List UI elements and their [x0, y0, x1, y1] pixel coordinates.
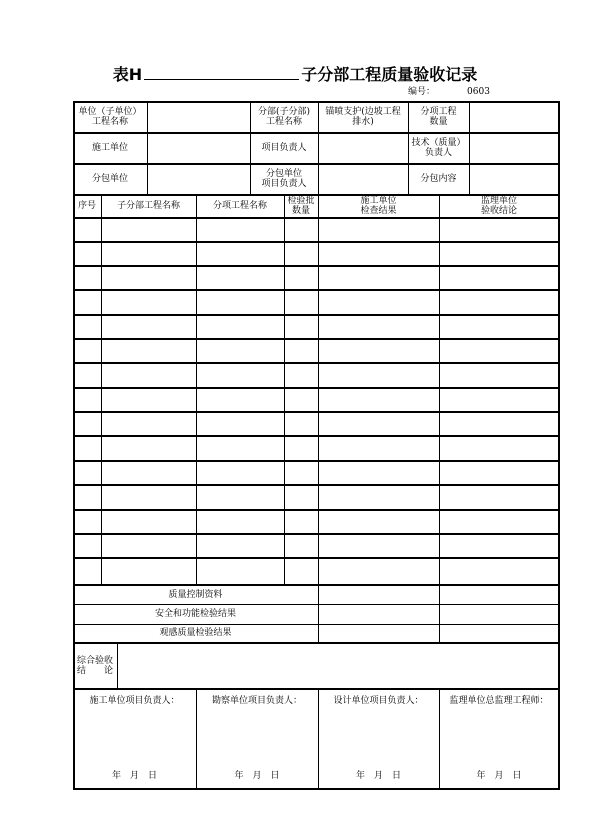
supervision-sign-label: 监理单位总监理工程师： [449, 696, 549, 706]
conclusion-label: 综合验收 结 论 [76, 655, 113, 676]
row-line [73, 557, 559, 559]
subcontract-leader-label: 分包单位 项目负责人 [261, 168, 307, 189]
info-vline-5 [469, 101, 470, 194]
summary-vline-2 [439, 585, 440, 642]
row-line [73, 460, 559, 462]
construction-sign-label: 施工单位项目负责人： [89, 696, 180, 706]
supervision-sign-date: 年 月 日 [476, 771, 522, 781]
col-line-5 [439, 194, 440, 585]
col-line-4 [318, 194, 319, 585]
row-line [73, 265, 559, 267]
title-blank-line[interactable] [144, 65, 299, 80]
design-sign-date: 年 月 日 [355, 771, 401, 781]
subcontract-unit-label: 分包单位 [91, 173, 128, 184]
code-label: 编号： [408, 87, 436, 97]
unit-name-label: 单位（子单位） 工程名称 [78, 106, 142, 127]
construction-unit-label: 施工单位 [91, 142, 128, 153]
appearance-check-label: 观感质量检验结果 [159, 628, 232, 638]
border-bottom [73, 788, 559, 790]
row-line [73, 314, 559, 316]
safety-check-label: 安全和功能检验结果 [154, 609, 236, 619]
row-line [73, 387, 559, 389]
col-header-batch: 检验批 数量 [287, 195, 315, 216]
row-line [73, 509, 559, 511]
col-header-check-result: 施工单位 检查结果 [360, 195, 397, 216]
acceptance-form [73, 101, 558, 789]
form-title [0, 62, 590, 85]
quality-docs-label: 质量控制资料 [168, 589, 223, 600]
construction-sign-date: 年 月 日 [111, 771, 157, 781]
conclusion-vline [117, 643, 118, 688]
summary-line-3 [73, 642, 559, 644]
col-line-1 [101, 194, 102, 585]
subcontract-content-label: 分包内容 [420, 173, 457, 184]
col-header-seq: 序号 [77, 200, 96, 211]
row-line [73, 411, 559, 413]
title-prefix: 表H [112, 65, 143, 84]
header-line [73, 217, 559, 219]
col-header-sub-division: 子分部工程名称 [116, 200, 180, 211]
col-header-supervision: 监理单位 验收结论 [480, 195, 517, 216]
col-header-sub-item: 分项工程名称 [212, 200, 267, 211]
project-leader-label: 项目负责人 [261, 142, 307, 153]
sub-item-count-label: 分项工程 数量 [420, 106, 457, 127]
row-line [73, 435, 559, 437]
row-line [73, 289, 559, 291]
division-name-value: 锚喷支护(边坡工程 排水) [325, 106, 401, 127]
col-line-2 [196, 194, 197, 585]
title-suffix: 子分部工程质量验收记录 [301, 65, 478, 84]
survey-sign-date: 年 月 日 [234, 771, 280, 781]
division-name-label: 分部(子分部) 工程名称 [257, 106, 311, 127]
survey-sign-label: 勘察单位项目负责人： [211, 696, 302, 706]
row-line [73, 362, 559, 364]
summary-vline-1 [318, 585, 319, 642]
row-line [73, 533, 559, 535]
form-code [408, 84, 490, 97]
info-vline-1 [147, 101, 148, 194]
conclusion-line [73, 688, 559, 690]
row-line [73, 241, 559, 243]
row-line [73, 338, 559, 340]
row-line [73, 484, 559, 486]
design-sign-label: 设计单位项目负责人： [333, 696, 424, 706]
tech-leader-label: 技术（质量） 负责人 [411, 137, 466, 158]
code-value: 0603 [467, 87, 490, 97]
col-line-3 [284, 194, 285, 585]
